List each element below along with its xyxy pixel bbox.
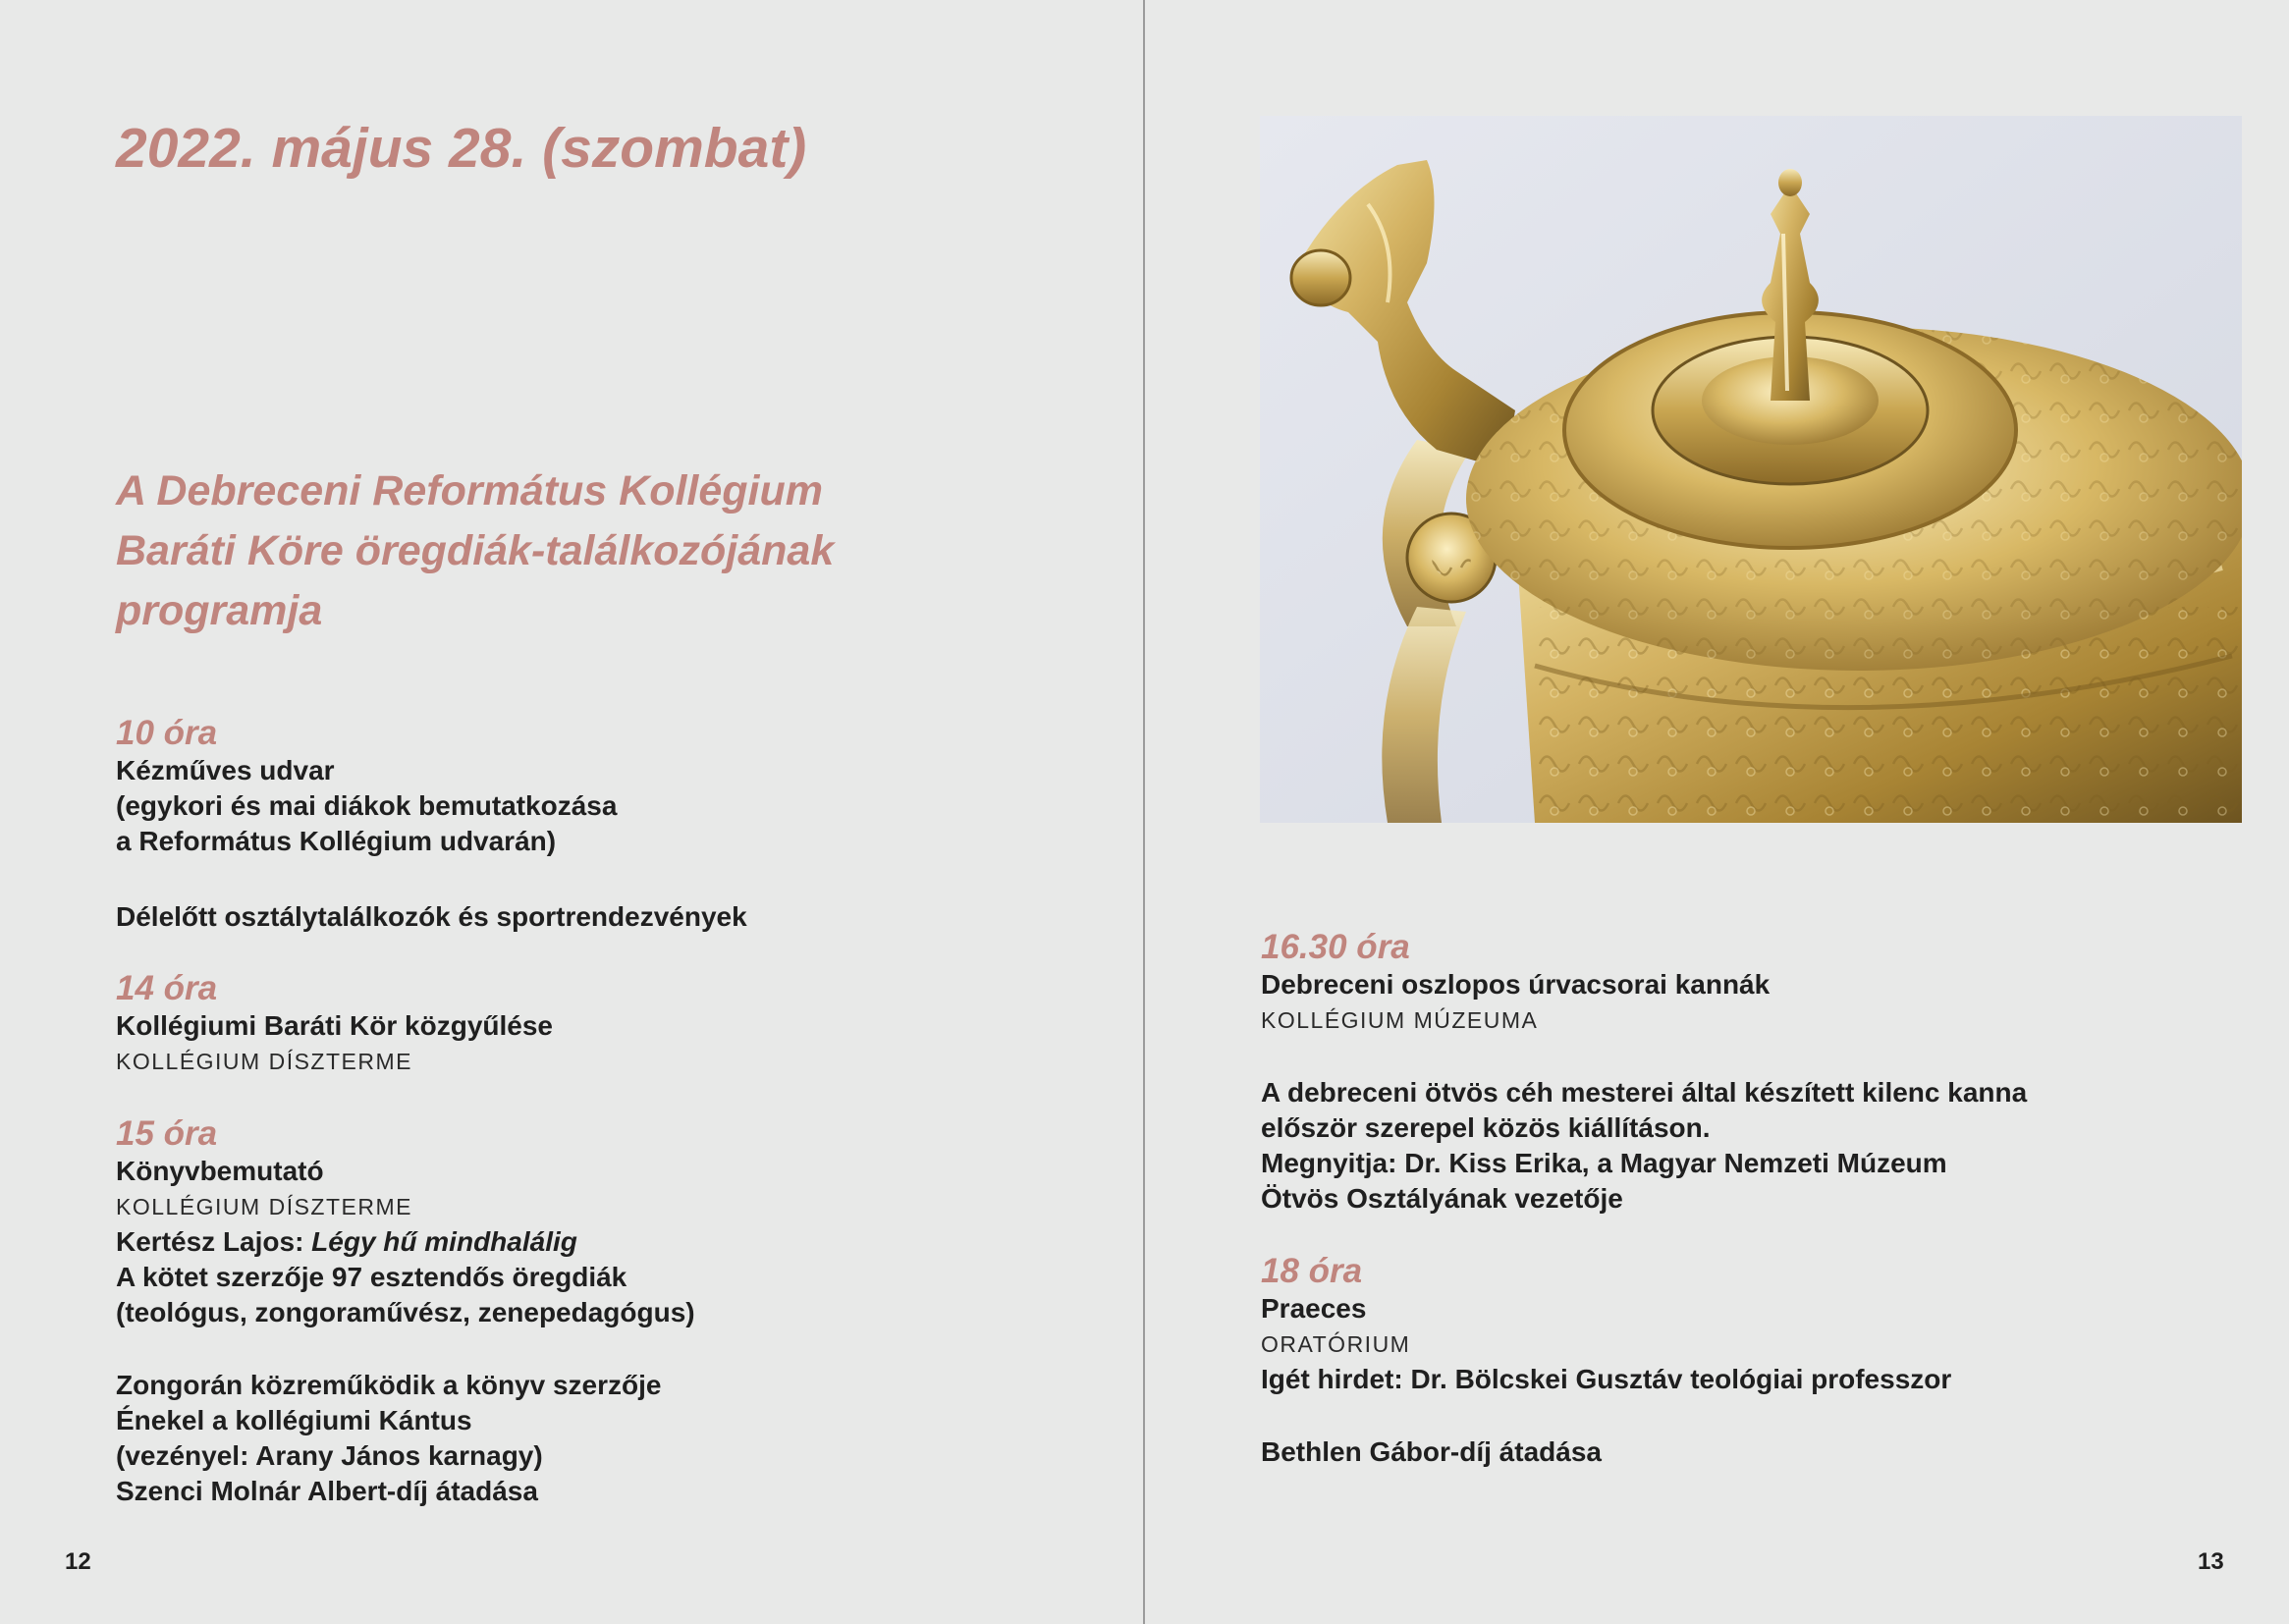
- page-number-right: 13: [2198, 1548, 2224, 1575]
- page-number-left: 12: [65, 1548, 91, 1575]
- morning-note: Délelőtt osztálytalálkozók és sportrendezvények: [116, 901, 747, 932]
- left-page: [0, 0, 1144, 1624]
- right-page: [1145, 0, 2289, 1624]
- program-title: [116, 461, 1000, 641]
- event-line: Igét hirdet: Dr. Bölcskei Gusztáv teológiai professzor: [1261, 1364, 1952, 1394]
- program-title-line: Baráti Köre öregdiák-találkozójának: [116, 527, 835, 574]
- event-time: 10 óra: [116, 714, 218, 752]
- award-line: Bethlen Gábor-díj átadása: [1261, 1436, 1602, 1467]
- event-time: 16.30 óra: [1261, 928, 1410, 966]
- program-block-14: [116, 969, 1098, 1079]
- event-place: KOLLÉGIUM DÍSZTERME: [116, 1049, 412, 1074]
- event-time: 15 óra: [116, 1114, 218, 1153]
- event-line: Szenci Molnár Albert-díj átadása: [116, 1476, 538, 1506]
- event-line: először szerepel közös kiállításon.: [1261, 1112, 1711, 1143]
- event-line: Kézműves udvar: [116, 755, 335, 785]
- event-title: Könyvbemutató: [116, 1156, 324, 1186]
- event-line: A debreceni ötvös céh mesterei által készített kilenc kanna: [1261, 1077, 2028, 1108]
- book-line: [116, 1224, 1098, 1260]
- event-line: Énekel a kollégiumi Kántus: [116, 1405, 472, 1435]
- event-line: a Református Kollégium udvarán): [116, 826, 557, 856]
- program-title-line: programja: [116, 587, 323, 634]
- event-title: Debreceni oszlopos úrvacsorai kannák: [1261, 969, 1771, 1000]
- event-line: (vezényel: Arany János karnagy): [116, 1440, 543, 1471]
- event-line: (egykori és mai diákok bemutatkozása: [116, 790, 618, 821]
- event-place: KOLLÉGIUM DÍSZTERME: [116, 1194, 412, 1219]
- book-title: Légy hű mindhalálig: [311, 1226, 577, 1257]
- event-line: Megnyitja: Dr. Kiss Erika, a Magyar Nemzeti Múzeum: [1261, 1148, 1947, 1178]
- date-heading: 2022. május 28. (szombat): [116, 117, 807, 180]
- morning-note-block: [116, 899, 1098, 935]
- event-line: A kötet szerzője 97 esztendős öregdiák: [116, 1262, 627, 1292]
- event-place: KOLLÉGIUM MÚZEUMA: [1261, 1007, 1539, 1033]
- event-time: 14 óra: [116, 969, 218, 1007]
- gilded-tankard-photo: [1260, 116, 2242, 823]
- program-block-15: [116, 1114, 1098, 1509]
- event-line: Zongorán közreműködik a könyv szerzője: [116, 1370, 662, 1400]
- event-line: (teológus, zongoraművész, zenepedagógus): [116, 1297, 695, 1327]
- program-block-18: [1261, 1252, 2243, 1470]
- program-block-1630: [1261, 928, 2243, 1217]
- event-place: ORATÓRIUM: [1261, 1331, 1411, 1357]
- program-title-line: A Debreceni Református Kollégium: [116, 467, 823, 514]
- event-line: Ötvös Osztályának vezetője: [1261, 1183, 1623, 1214]
- book-author: Kertész Lajos:: [116, 1226, 312, 1257]
- event-time: 18 óra: [1261, 1252, 1363, 1290]
- event-title: Praeces: [1261, 1293, 1367, 1324]
- event-title: Kollégiumi Baráti Kör közgyűlése: [116, 1010, 553, 1041]
- program-block-10: [116, 714, 1098, 859]
